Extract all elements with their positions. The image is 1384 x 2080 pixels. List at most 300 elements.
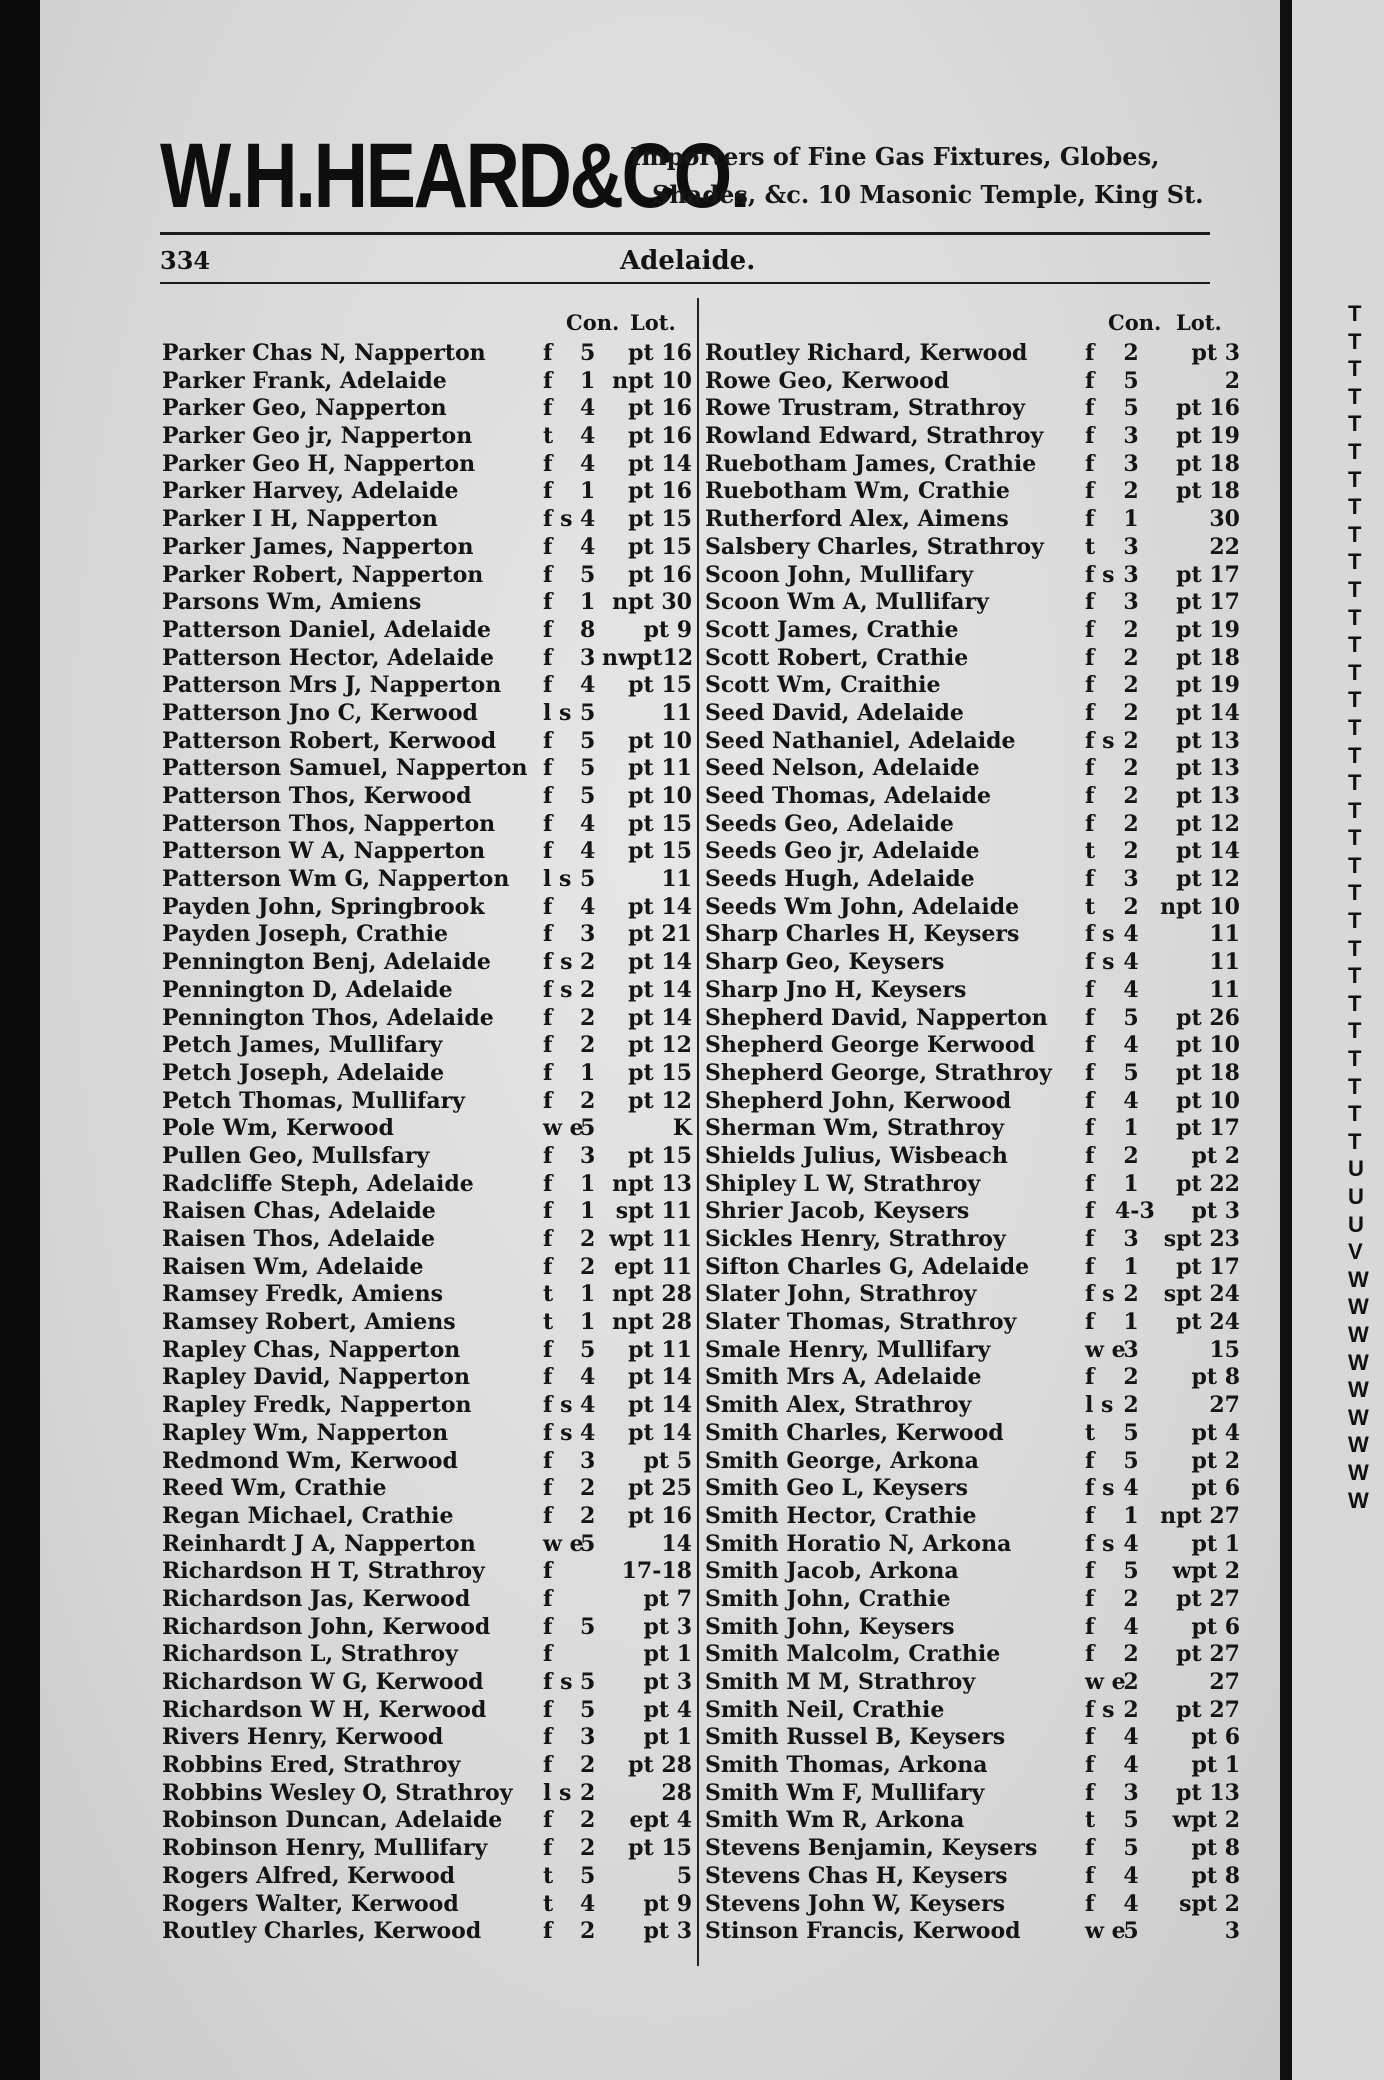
directory-entry <box>160 589 694 617</box>
directory-entry <box>160 1586 694 1614</box>
lot-number: pt 8 <box>1191 1364 1240 1391</box>
resident-name: Richardson John, Kerwood <box>162 1613 491 1640</box>
lot-number: pt 13 <box>1176 1779 1240 1806</box>
resident-name: Reinhardt J A, Napperton <box>162 1530 476 1557</box>
resident-name: Smith Thomas, Arkona <box>705 1752 988 1779</box>
tenure-code: l s <box>543 1779 572 1806</box>
directory-entry <box>703 589 1240 617</box>
directory-entry <box>703 811 1240 839</box>
lot-number: pt 18 <box>1176 644 1240 671</box>
directory-entry <box>703 894 1240 922</box>
tenure-code: f <box>1085 340 1095 366</box>
edge-letter: T <box>1348 328 1362 354</box>
concession-number: 1 <box>1123 1115 1139 1142</box>
lot-number: pt 16 <box>1176 395 1240 422</box>
lot-number: pt 14 <box>628 1392 692 1419</box>
concession-number: 4 <box>580 533 596 560</box>
directory-entry <box>160 423 694 451</box>
lot-number: pt 18 <box>1176 450 1240 477</box>
lot-number: 28 <box>661 1779 692 1806</box>
directory-entry <box>703 617 1240 645</box>
tenure-code: f <box>1085 1198 1095 1225</box>
concession-number: 5 <box>1123 395 1139 422</box>
directory-entry <box>160 645 694 673</box>
directory-entry <box>160 562 694 590</box>
lot-number: pt 14 <box>628 450 692 477</box>
lot-number: pt 17 <box>1176 1253 1240 1280</box>
tenure-code: f <box>1085 644 1095 671</box>
lot-number: pt 12 <box>1176 866 1240 893</box>
resident-name: Patterson Mrs J, Napperton <box>162 672 502 699</box>
lot-number: pt 25 <box>628 1475 692 1502</box>
tenure-code: f <box>543 1696 553 1723</box>
directory-entry <box>160 1198 694 1226</box>
lot-number: pt 15 <box>628 1835 692 1862</box>
concession-number: 3 <box>1123 866 1139 893</box>
edge-letter: T <box>1348 935 1362 961</box>
directory-entry <box>703 1614 1240 1642</box>
lot-number: pt 10 <box>628 783 692 809</box>
concession-number: 4 <box>580 893 596 920</box>
resident-name: Rutherford Alex, Aimens <box>705 506 1009 533</box>
tenure-code: f s <box>1085 561 1115 588</box>
concession-number: 4 <box>580 395 596 422</box>
concession-number: 3 <box>1123 1779 1139 1806</box>
directory-entry <box>703 1780 1240 1808</box>
lot-number: pt 15 <box>628 1142 692 1169</box>
tenure-code: f s <box>1085 949 1115 976</box>
concession-number: 4 <box>1123 976 1139 1003</box>
lot-number: spt 2 <box>1179 1890 1240 1917</box>
tenure-code: f <box>543 727 553 754</box>
edge-letter: T <box>1348 880 1362 906</box>
lot-number: npt 13 <box>612 1170 692 1197</box>
lot-number: wpt 11 <box>609 1226 692 1252</box>
lot-number: 22 <box>1209 533 1240 560</box>
directory-entry <box>703 1641 1240 1669</box>
concession-number: 1 <box>1123 1253 1139 1280</box>
resident-name: Raisen Wm, Adelaide <box>162 1253 424 1280</box>
lot-number: pt 16 <box>628 395 692 422</box>
resident-name: Smith Charles, Kerwood <box>705 1419 1004 1446</box>
directory-entry <box>160 1614 694 1642</box>
directory-entry <box>160 1337 694 1365</box>
tenure-code: t <box>543 1862 554 1889</box>
edge-letter: T <box>1348 1101 1362 1127</box>
lot-number: spt 11 <box>615 1198 692 1225</box>
lot-number: pt 3 <box>643 1669 692 1695</box>
con-header: Con. <box>1108 310 1162 335</box>
concession-number: 2 <box>1123 644 1139 671</box>
directory-entry <box>703 1835 1240 1863</box>
resident-name: Parker Geo jr, Napperton <box>162 423 473 450</box>
directory-entry <box>703 534 1240 562</box>
directory-entry <box>160 1226 694 1254</box>
lot-number: pt 1 <box>643 1724 692 1751</box>
resident-name: Parker I H, Napperton <box>162 506 438 533</box>
edge-letter: W <box>1348 1459 1369 1485</box>
tenure-code: f <box>543 367 553 394</box>
resident-name: Petch Joseph, Adelaide <box>162 1059 445 1086</box>
concession-number: 5 <box>580 727 596 754</box>
directory-entry <box>160 1475 694 1503</box>
directory-entry <box>703 1281 1240 1309</box>
concession-number: 2 <box>1123 672 1139 699</box>
lot-number: pt 24 <box>1176 1309 1240 1336</box>
directory-entry <box>703 1337 1240 1365</box>
concession-number: 5 <box>580 1336 596 1363</box>
directory-entry <box>703 1032 1240 1060</box>
tenure-code: f <box>543 921 553 948</box>
tenure-code: f <box>543 1364 553 1391</box>
directory-entry <box>160 534 694 562</box>
concession-number: 2 <box>580 1004 596 1031</box>
concession-number: 4 <box>1123 1752 1139 1779</box>
concession-number: 4 <box>580 672 596 699</box>
directory-entry <box>160 977 694 1005</box>
concession-number: 4 <box>1123 1724 1139 1751</box>
concession-number: 2 <box>1123 340 1139 366</box>
resident-name: Seeds Geo, Adelaide <box>705 810 954 837</box>
edge-letter: T <box>1348 411 1362 437</box>
concession-number: 1 <box>580 1281 596 1308</box>
concession-number: 1 <box>580 589 596 616</box>
concession-number: 3 <box>1123 1226 1139 1252</box>
concession-number: 4 <box>580 810 596 837</box>
lot-number: pt 13 <box>1176 755 1240 782</box>
concession-number: 1 <box>580 1309 596 1336</box>
lot-number: 11 <box>1209 949 1240 976</box>
concession-number: 2 <box>580 1032 596 1059</box>
tenure-code: t <box>1085 1419 1096 1446</box>
resident-name: Robbins Wesley O, Strathroy <box>162 1779 513 1806</box>
directory-entry <box>703 1392 1240 1420</box>
resident-name: Seed Thomas, Adelaide <box>705 783 991 809</box>
concession-number: 2 <box>1123 1392 1139 1419</box>
concession-number: 3 <box>580 921 596 948</box>
concession-number: 4 <box>580 423 596 450</box>
edge-letter: T <box>1348 825 1362 851</box>
concession-number: 5 <box>1123 1918 1139 1945</box>
directory-entry <box>160 1503 694 1531</box>
directory-entry <box>160 1254 694 1282</box>
concession-number: 5 <box>1123 1059 1139 1086</box>
resident-name: Sifton Charles G, Adelaide <box>705 1253 1030 1280</box>
tenure-code: w e <box>1085 1336 1126 1363</box>
resident-name: Parker James, Napperton <box>162 533 474 560</box>
directory-entry <box>703 755 1240 783</box>
directory-entry <box>703 1697 1240 1725</box>
lot-number: 3 <box>1224 1918 1240 1945</box>
resident-name: Smith Mrs A, Adelaide <box>705 1364 982 1391</box>
directory-entry <box>703 1226 1240 1254</box>
resident-name: Redmond Wm, Kerwood <box>162 1447 458 1474</box>
edge-letter: W <box>1348 1349 1369 1375</box>
edge-letter: T <box>1348 1018 1362 1044</box>
concession-number: 4-3 <box>1115 1198 1155 1225</box>
right-column <box>703 306 1240 1946</box>
lot-number: pt 6 <box>1191 1613 1240 1640</box>
running-head-rule <box>160 282 1210 284</box>
directory-entry <box>703 1669 1240 1697</box>
tenure-code: f <box>1085 589 1095 616</box>
concession-number: 2 <box>580 1502 596 1529</box>
directory-entry <box>160 1364 694 1392</box>
lot-number: pt 15 <box>628 838 692 865</box>
lot-number: pt 7 <box>643 1585 692 1612</box>
lot-number: pt 12 <box>628 1087 692 1114</box>
directory-entry <box>703 838 1240 866</box>
edge-letter: W <box>1348 1294 1369 1320</box>
resident-name: Smith Neil, Crathie <box>705 1696 945 1723</box>
resident-name: Sickles Henry, Strathroy <box>705 1226 1006 1252</box>
resident-name: Stevens Chas H, Keysers <box>705 1862 1008 1889</box>
directory-entry <box>160 340 694 368</box>
directory-entry <box>703 783 1240 811</box>
edge-letter: T <box>1348 714 1362 740</box>
edge-letter: V <box>1348 1239 1363 1265</box>
tenure-code: f s <box>1085 727 1115 754</box>
resident-name: Patterson Robert, Kerwood <box>162 727 497 754</box>
tenure-code: f <box>543 1835 553 1862</box>
resident-name: Richardson Jas, Kerwood <box>162 1585 471 1612</box>
resident-name: Rapley Fredk, Napperton <box>162 1392 472 1419</box>
tenure-code: f s <box>543 1419 573 1446</box>
lot-header: Lot. <box>1176 310 1222 335</box>
concession-number: 5 <box>1123 1419 1139 1446</box>
resident-name: Shipley L W, Strathroy <box>705 1170 981 1197</box>
tenure-code: f <box>1085 1835 1095 1862</box>
concession-number: 2 <box>1123 1585 1139 1612</box>
concession-number: 2 <box>580 949 596 976</box>
directory-entry <box>703 1503 1240 1531</box>
directory-entry <box>160 1752 694 1780</box>
directory-entry <box>160 1032 694 1060</box>
lot-number: npt 30 <box>612 589 692 616</box>
resident-name: Rapley David, Napperton <box>162 1364 470 1391</box>
directory-entry <box>703 1586 1240 1614</box>
resident-name: Pullen Geo, Mullsfary <box>162 1142 430 1169</box>
concession-number: 4 <box>1123 1032 1139 1059</box>
lot-number: npt 10 <box>1160 893 1240 920</box>
resident-name: Shields Julius, Wisbeach <box>705 1142 1008 1169</box>
lot-number: pt 17 <box>1176 1115 1240 1142</box>
directory-entry <box>703 1115 1240 1143</box>
resident-name: Shepherd George, Strathroy <box>705 1059 1052 1086</box>
directory-entry <box>160 1448 694 1476</box>
con-header: Con. <box>566 310 620 335</box>
resident-name: Salsbery Charles, Strathroy <box>705 533 1044 560</box>
lot-number: pt 15 <box>628 506 692 533</box>
tenure-code: f <box>543 644 553 671</box>
resident-name: Patterson Samuel, Napperton <box>162 755 528 782</box>
tenure-code: f <box>1085 1558 1095 1585</box>
lot-number: pt 14 <box>628 949 692 976</box>
directory-entry <box>703 700 1240 728</box>
resident-name: Smith Horatio N, Arkona <box>705 1530 1012 1557</box>
directory-entry <box>703 506 1240 534</box>
concession-number: 1 <box>580 478 596 505</box>
edge-letter: T <box>1348 576 1362 602</box>
concession-number: 3 <box>580 644 596 671</box>
resident-name: Smith John, Crathie <box>705 1585 951 1612</box>
resident-name: Sharp Jno H, Keysers <box>705 976 967 1003</box>
tenure-code: f <box>543 589 553 616</box>
tenure-code: f <box>543 1087 553 1114</box>
concession-number: 3 <box>1123 589 1139 616</box>
concession-number: 2 <box>580 1226 596 1252</box>
edge-letter: T <box>1348 466 1362 492</box>
resident-name: Shepherd David, Napperton <box>705 1004 1048 1031</box>
lot-number: K <box>672 1115 692 1142</box>
directory-entry <box>160 1060 694 1088</box>
resident-name: Ramsey Robert, Amiens <box>162 1309 456 1336</box>
edge-letter: T <box>1348 383 1362 409</box>
tenure-code: f <box>1085 1142 1095 1169</box>
directory-entry <box>703 1724 1240 1752</box>
tenure-code: f <box>543 1502 553 1529</box>
edge-letter: U <box>1348 1184 1364 1209</box>
lot-number: 27 <box>1209 1392 1240 1419</box>
lot-number: pt 3 <box>1191 1198 1240 1225</box>
lot-number: pt 27 <box>1176 1696 1240 1723</box>
concession-number: 4 <box>580 1890 596 1917</box>
concession-number: 4 <box>580 838 596 865</box>
resident-name: Smith John, Keysers <box>705 1613 955 1640</box>
directory-entry <box>160 811 694 839</box>
tenure-code: f <box>543 533 553 560</box>
concession-number: 1 <box>580 367 596 394</box>
resident-name: Rogers Walter, Kerwood <box>162 1890 459 1917</box>
directory-entry <box>160 866 694 894</box>
lot-number: pt 4 <box>643 1696 692 1723</box>
lot-number: pt 2 <box>1191 1447 1240 1474</box>
concession-number: 1 <box>580 1170 596 1197</box>
edge-letter: W <box>1348 1377 1369 1403</box>
resident-name: Seed Nathaniel, Adelaide <box>705 727 1016 754</box>
lot-number: pt 19 <box>1176 672 1240 699</box>
tenure-code: f <box>543 1641 553 1668</box>
directory-entry <box>703 949 1240 977</box>
resident-name: Parker Harvey, Adelaide <box>162 478 459 505</box>
lot-number: 17-18 <box>621 1558 692 1585</box>
concession-number: 2 <box>1123 1364 1139 1391</box>
tenure-code: f <box>543 1059 553 1086</box>
directory-entry <box>160 1780 694 1808</box>
directory-entry <box>160 1005 694 1033</box>
lot-number: pt 27 <box>1176 1585 1240 1612</box>
concession-number: 5 <box>1123 1807 1139 1834</box>
resident-name: Stinson Francis, Kerwood <box>705 1918 1021 1945</box>
left-column <box>160 306 694 1946</box>
lot-number: pt 6 <box>1191 1475 1240 1502</box>
concession-number: 3 <box>1123 533 1139 560</box>
lot-number: pt 17 <box>1176 589 1240 616</box>
tenure-code: f <box>543 1807 553 1834</box>
resident-name: Smith Geo L, Keysers <box>705 1475 969 1502</box>
lot-number: pt 10 <box>1176 1032 1240 1059</box>
tenure-code: t <box>1085 533 1096 560</box>
lot-number: pt 5 <box>643 1447 692 1474</box>
concession-number: 5 <box>580 1530 596 1557</box>
edge-letter: W <box>1348 1321 1369 1347</box>
resident-name: Ruebotham Wm, Crathie <box>705 478 1010 505</box>
directory-entry <box>703 340 1240 368</box>
edge-letter: T <box>1348 549 1362 575</box>
tenure-code: f <box>1085 423 1095 450</box>
directory-entry <box>703 1891 1240 1919</box>
tenure-code: f <box>1085 810 1095 837</box>
tenure-code: f s <box>1085 921 1115 948</box>
resident-name: Pennington Benj, Adelaide <box>162 949 491 976</box>
tenure-code: f s <box>1085 1696 1115 1723</box>
tenure-code: f <box>1085 1309 1095 1336</box>
resident-name: Smith George, Arkona <box>705 1447 979 1474</box>
directory-entry <box>703 921 1240 949</box>
directory-entry <box>703 1171 1240 1199</box>
directory-entry <box>160 478 694 506</box>
resident-name: Routley Richard, Kerwood <box>705 340 1028 366</box>
directory-entry <box>703 478 1240 506</box>
lot-number: pt 14 <box>628 1004 692 1031</box>
tenure-code: w e <box>543 1530 584 1557</box>
resident-name: Patterson Wm G, Napperton <box>162 866 510 893</box>
binding-gutter <box>1280 0 1292 2080</box>
lot-number: 11 <box>1209 976 1240 1003</box>
resident-name: Rogers Alfred, Kerwood <box>162 1862 456 1889</box>
tenure-code: f <box>1085 1585 1095 1612</box>
concession-number: 1 <box>1123 1502 1139 1529</box>
lot-number: pt 27 <box>1176 1641 1240 1668</box>
tenure-code: t <box>543 1890 554 1917</box>
concession-number: 4 <box>1123 1087 1139 1114</box>
concession-number: 5 <box>580 340 596 366</box>
resident-name: Richardson W G, Kerwood <box>162 1669 484 1695</box>
directory-entry <box>160 1669 694 1697</box>
lot-number: wpt 2 <box>1172 1558 1240 1585</box>
concession-number: 3 <box>1123 423 1139 450</box>
resident-name: Scott Robert, Crathie <box>705 644 969 671</box>
directory-entry <box>703 423 1240 451</box>
lot-number: pt 8 <box>1191 1862 1240 1889</box>
advertisement-text <box>630 138 1220 214</box>
directory-entry <box>160 1309 694 1337</box>
concession-number: 5 <box>580 561 596 588</box>
lot-number: pt 14 <box>628 1364 692 1391</box>
concession-number: 1 <box>1123 1309 1139 1336</box>
tenure-code: f s <box>543 976 573 1003</box>
tenure-code: f <box>543 1336 553 1363</box>
lot-number: nwpt12 <box>602 644 694 671</box>
directory-entry <box>703 451 1240 479</box>
lot-number: pt 22 <box>1176 1170 1240 1197</box>
concession-number: 1 <box>580 1059 596 1086</box>
edge-letter: T <box>1348 1128 1362 1154</box>
lot-number: pt 15 <box>628 533 692 560</box>
tenure-code: f s <box>1085 1530 1115 1557</box>
tenure-code: f <box>543 1226 553 1252</box>
resident-name: Rivers Henry, Kerwood <box>162 1724 444 1751</box>
lot-number: pt 14 <box>628 976 692 1003</box>
directory-entry <box>703 1143 1240 1171</box>
directory-entry <box>703 1558 1240 1586</box>
directory-entry <box>160 1641 694 1669</box>
directory-entry <box>703 1475 1240 1503</box>
directory-entry <box>160 1115 694 1143</box>
concession-number: 3 <box>580 1142 596 1169</box>
resident-name: Radcliffe Steph, Adelaide <box>162 1170 474 1197</box>
lot-number: 14 <box>661 1530 692 1557</box>
